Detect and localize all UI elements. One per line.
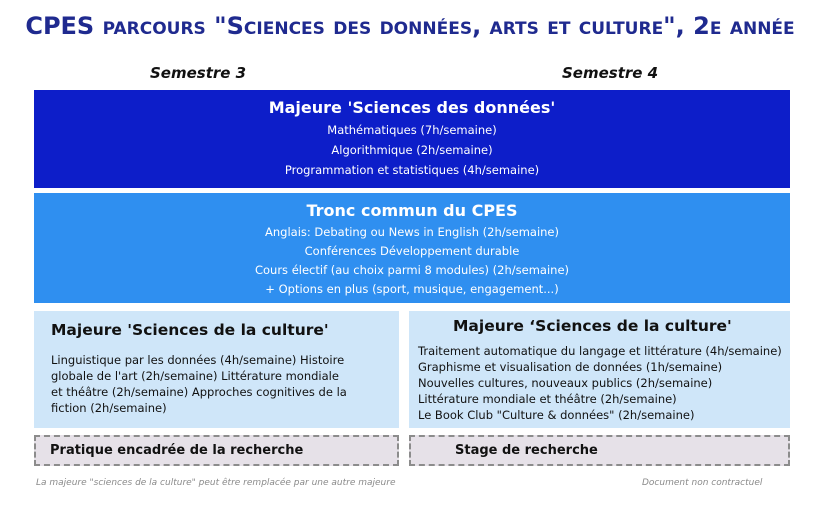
- footer-disclaimer: Document non contractuel: [642, 478, 763, 488]
- culture-s4-list: [418, 343, 790, 423]
- culture-s3-text: Linguistique par les données (4h/semaine) Histoire globale de l'art (2h/semaine) Littérature mondiale et théâtre (2h/semaine) Approches cognitives de la fiction (2h/semaine): [51, 353, 347, 415]
- recherche-s3-box: Pratique encadrée de la recherche: [34, 435, 399, 466]
- culture-s4-item: Graphisme et visualisation de données (1h/semaine): [418, 360, 723, 374]
- tronc-commun-item: Cours électif (au choix parmi 8 modules) (2h/semaine): [254, 263, 570, 277]
- culture-s4-block: [409, 311, 790, 428]
- culture-s4-item: Le Book Club "Culture & données" (2h/semaine): [418, 408, 695, 422]
- culture-s4-item: Nouvelles cultures, nouveaux publics (2h/semaine): [418, 376, 713, 390]
- culture-s3-heading: Majeure 'Sciences de la culture': [51, 321, 329, 339]
- majeure-donnees-block: [34, 90, 790, 188]
- tronc-commun-heading: Tronc commun du CPES: [306, 201, 518, 220]
- culture-s4-heading: Majeure ‘Sciences de la culture': [453, 317, 732, 335]
- majeure-donnees-item: Mathématiques (7h/semaine): [327, 123, 497, 137]
- majeure-donnees-item: Programmation et statistiques (4h/semaine): [284, 163, 540, 177]
- tronc-commun-item: Anglais: Debating ou News in English (2h/semaine): [265, 225, 559, 239]
- tronc-commun-item: + Options en plus (sport, musique, engagement...): [265, 282, 559, 296]
- semester-4-label: Semestre 4: [562, 64, 659, 82]
- majeure-donnees-heading: Majeure 'Sciences des données': [268, 98, 556, 117]
- culture-s3-block: [34, 311, 399, 428]
- tronc-commun-item: Conférences Développement durable: [304, 244, 520, 258]
- culture-s4-item: Littérature mondiale et théâtre (2h/semaine): [418, 392, 677, 406]
- majeure-donnees-item: Algorithmique (2h/semaine): [331, 143, 493, 157]
- culture-s4-item: Traitement automatique du langage et littérature (4h/semaine): [418, 344, 782, 358]
- page-title: CPES parcours "Sciences des données, arts et culture", 2e année: [25, 12, 795, 40]
- footer-note: La majeure "sciences de la culture" peut être remplacée par une autre majeure: [36, 478, 396, 488]
- tronc-commun-block: [34, 193, 790, 303]
- semester-3-label: Semestre 3: [150, 64, 247, 82]
- recherche-s4-box: Stage de recherche: [409, 435, 790, 466]
